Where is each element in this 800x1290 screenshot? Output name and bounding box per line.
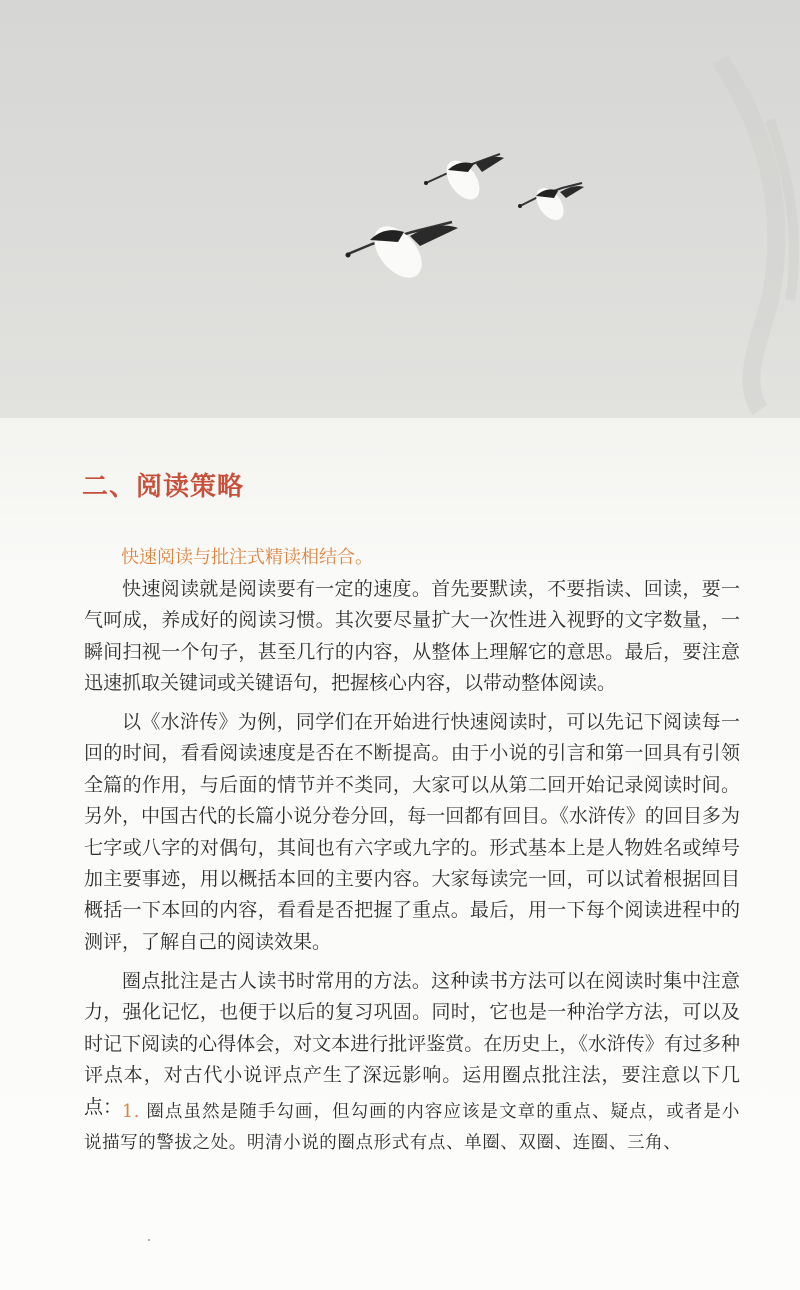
- paragraph-3: 圈点批注是古人读书时常用的方法。这种读书方法可以在阅读时集中注意力，强化记忆，也便于以后的复习巩固。同时，它也是一种治学方法，可以及时记下阅读的心得体会，对文本进行批评鉴赏。在历史上，《水浒传》有过多种评点本，对古代小说评点产生了深远影响。运用圈点批注法，要注意以下几点：: [84, 970, 740, 1118]
- list-item-text: 圈点虽然是随手勾画，但勾画的内容应该是文章的重点、疑点，或者是小说描写的警拔之处。明清小说的圈点形式有点、单圈、双圈、连圈、三角、: [84, 1102, 740, 1154]
- crane-small: [518, 183, 584, 225]
- list-item: [84, 1097, 740, 1160]
- header-illustration: [0, 0, 800, 418]
- list-item-number: 1.: [122, 1102, 140, 1122]
- page-speck: [148, 1239, 150, 1241]
- paragraph-1: 快速阅读就是阅读要有一定的速度。首先要默读，不要指读、回读，要一气呵成，养成好的阅读习惯。其次要尽量扩大一次性进入视野的文字数量，一瞬间扫视一个句子，甚至几行的内容，从整体上理解它的意思。最后，要注意迅速抓取关键词或关键语句，把握核心内容，以带动整体阅读。: [84, 578, 740, 695]
- flying-cranes-illustration: [0, 0, 800, 418]
- subheading: 快速阅读与批注式精读相结合。: [121, 547, 373, 568]
- crane-middle: [424, 154, 504, 205]
- section-title: 二、阅读策略: [82, 472, 245, 502]
- crane-large: [346, 217, 459, 286]
- paragraph-2: 以《水浒传》为例，同学们在开始进行快速阅读时，可以先记下阅读每一回的时间，看看阅读速度是否在不断提高。由于小说的引言和第一回具有引领全篇的作用，与后面的情节并不类同，大家可以从第二回开始记录阅读时间。另外，中国古代的长篇小说分卷分回，每一回都有回目。《水浒传》的回目多为七字或八字的对偶句，其间也有六字或九字的。形式基本上是人物姓名或绰号加主要事迹，用以概括本回的主要内容。大家每读完一回，可以试着根据回目概括一下本回的内容，看看是否把握了重点。最后，用一下每个阅读进程中的测评，了解自己的阅读效果。: [84, 711, 740, 953]
